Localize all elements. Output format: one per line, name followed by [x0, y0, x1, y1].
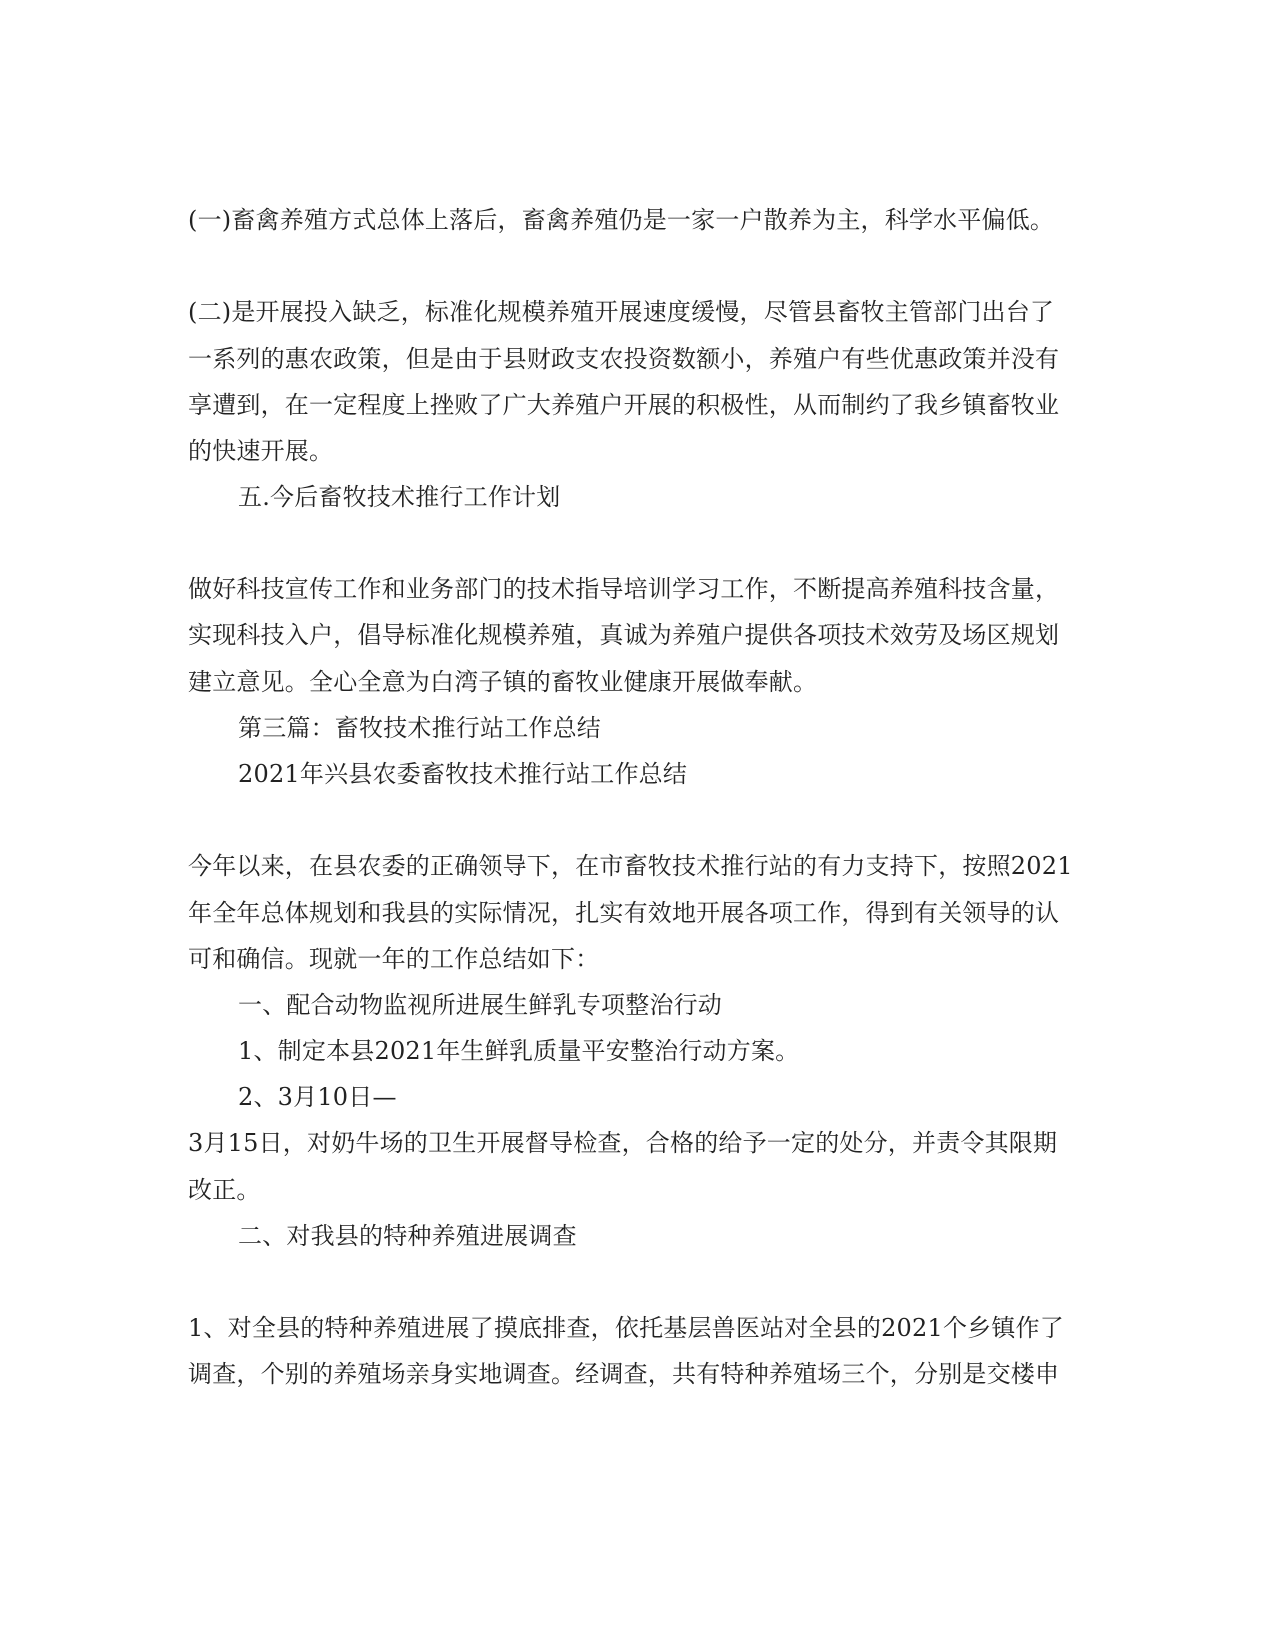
- list-item: 2、3月10日—: [238, 1083, 397, 1111]
- paragraph-line: (一)畜禽养殖方式总体上落后，畜禽养殖仍是一家一户散养为主，科学水平偏低。: [188, 206, 1055, 234]
- section-heading: 五.今后畜牧技术推行工作计划: [238, 483, 561, 511]
- paragraph-line: 1、对全县的特种养殖进展了摸底排查，依托基层兽医站对全县的2021个乡镇作了: [188, 1314, 1064, 1342]
- paragraph-line: 3月15日，对奶牛场的卫生开展督导检查，合格的给予一定的处分，并责令其限期: [188, 1129, 1058, 1157]
- paragraph-line: (二)是开展投入缺乏，标准化规模养殖开展速度缓慢，尽管县畜牧主管部门出台了: [188, 298, 1055, 326]
- paragraph-line: 做好科技宣传工作和业务部门的技术指导培训学习工作，不断提高养殖科技含量，: [188, 575, 1060, 603]
- section-heading: 一、配合动物监视所进展生鲜乳专项整治行动: [238, 991, 722, 1019]
- section-heading: 二、对我县的特种养殖进展调查: [238, 1222, 577, 1250]
- paragraph-line: 可和确信。现就一年的工作总结如下：: [188, 945, 600, 973]
- section-heading: 第三篇：畜牧技术推行站工作总结: [238, 714, 601, 742]
- paragraph-line: 年全年总体规划和我县的实际情况，扎实有效地开展各项工作，得到有关领导的认: [188, 899, 1060, 927]
- paragraph-line: 今年以来，在县农委的正确领导下，在市畜牧技术推行站的有力支持下，按照2021: [188, 852, 1073, 880]
- paragraph-line: 享遭到，在一定程度上挫败了广大养殖户开展的积极性，从而制约了我乡镇畜牧业: [188, 391, 1060, 419]
- list-item: 1、制定本县2021年生鲜乳质量平安整治行动方案。: [238, 1037, 800, 1065]
- paragraph-line: 调查，个别的养殖场亲身实地调查。经调查，共有特种养殖场三个，分别是交楼申: [188, 1360, 1060, 1388]
- document-title: 2021年兴县农委畜牧技术推行站工作总结: [238, 760, 688, 788]
- paragraph-line: 建立意见。全心全意为白湾子镇的畜牧业健康开展做奉献。: [188, 668, 818, 696]
- paragraph-line: 的快速开展。: [188, 437, 334, 465]
- paragraph-line: 改正。: [188, 1176, 261, 1204]
- paragraph-line: 一系列的惠农政策，但是由于县财政支农投资数额小，养殖户有些优惠政策并没有: [188, 345, 1060, 373]
- paragraph-line: 实现科技入户，倡导标准化规模养殖，真诚为养殖户提供各项技术效劳及场区规划: [188, 621, 1060, 649]
